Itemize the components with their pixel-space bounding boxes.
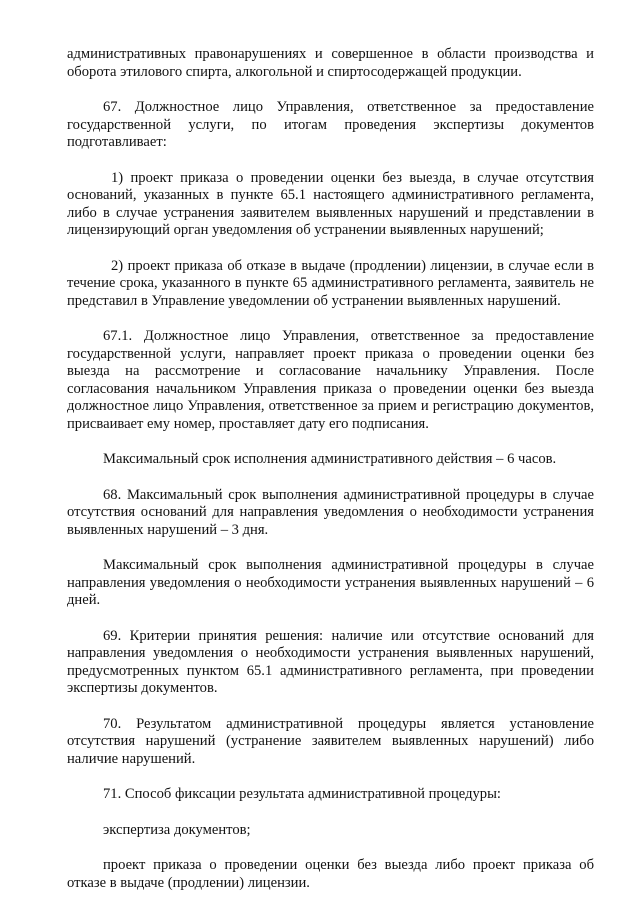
paragraph-67-item-1: 1) проект приказа о проведении оценки без выезда, в случае отсутствия оснований, указанных в пункте 65.1 настоящего административного регламента, либо в случае устранения заявителем выявленных нарушений и представлении в лицензирующий орган уведомления об устранении выявленных нарушений; xyxy=(67,169,594,238)
paragraph-71-item-expertise: экспертиза документов; xyxy=(103,821,251,838)
paragraph-71: 71. Способ фиксации результата административной процедуры: xyxy=(103,786,501,802)
paragraph-67-1: 67.1. Должностное лицо Управления, ответственное за предоставление государственной услуги, направляет проект приказа о проведении оценки без выезда на рассмотрение и согласование начальнику Управления. После согласования начальником Управления приказа о проведении оценки без выезда должностное лицо Управления, ответственное за прием и регистрацию документов, присваивает ему номер, проставляет дату его подписания. xyxy=(67,328,594,432)
paragraph-71-item-draft-order: проект приказа о проведении оценки без выезда либо проект приказа об отказе в выдаче (продлении) лицензии. xyxy=(67,857,594,891)
paragraph-67-item-2: 2) проект приказа об отказе в выдаче (продлении) лицензии, в случае если в течение срока, указанного в пункте 65 административного регламента, заявитель не представил в Управление уведомлении об устранении выявленных нарушений. xyxy=(67,257,594,309)
paragraph-67: 67. Должностное лицо Управления, ответственное за предоставление государственной услуги, по итогам проведения экспертизы документов подготавливает: xyxy=(67,99,594,150)
paragraph-max-time-action: Максимальный срок исполнения административного действия – 6 часов. xyxy=(103,451,557,467)
document-page xyxy=(67,46,594,910)
paragraph-69: 69. Критерии принятия решения: наличие или отсутствие оснований для направления уведомления о необходимости устранения выявленных нарушений, предусмотренных пунктом 65.1 административного регламента, при проведении экспертизы документов. xyxy=(67,627,594,696)
paragraph-68: 68. Максимальный срок выполнения административной процедуры в случае отсутствия оснований для направления уведомления о необходимости устранения выявленных нарушений – 3 дня. xyxy=(67,486,594,538)
paragraph-continuation: административных правонарушениях и совершенное в области производства и оборота этилового спирта, алкогольной и спиртосодержащей продукции. xyxy=(67,46,594,80)
paragraph-70: 70. Результатом административной процедуры является установление отсутствия нарушений (устранение заявителем выявленных нарушений) либо наличие нарушений. xyxy=(67,715,594,767)
paragraph-max-time-notice: Максимальный срок выполнения административной процедуры в случае направления уведомления о необходимости устранения выявленных нарушений – 6 дней. xyxy=(67,557,594,608)
